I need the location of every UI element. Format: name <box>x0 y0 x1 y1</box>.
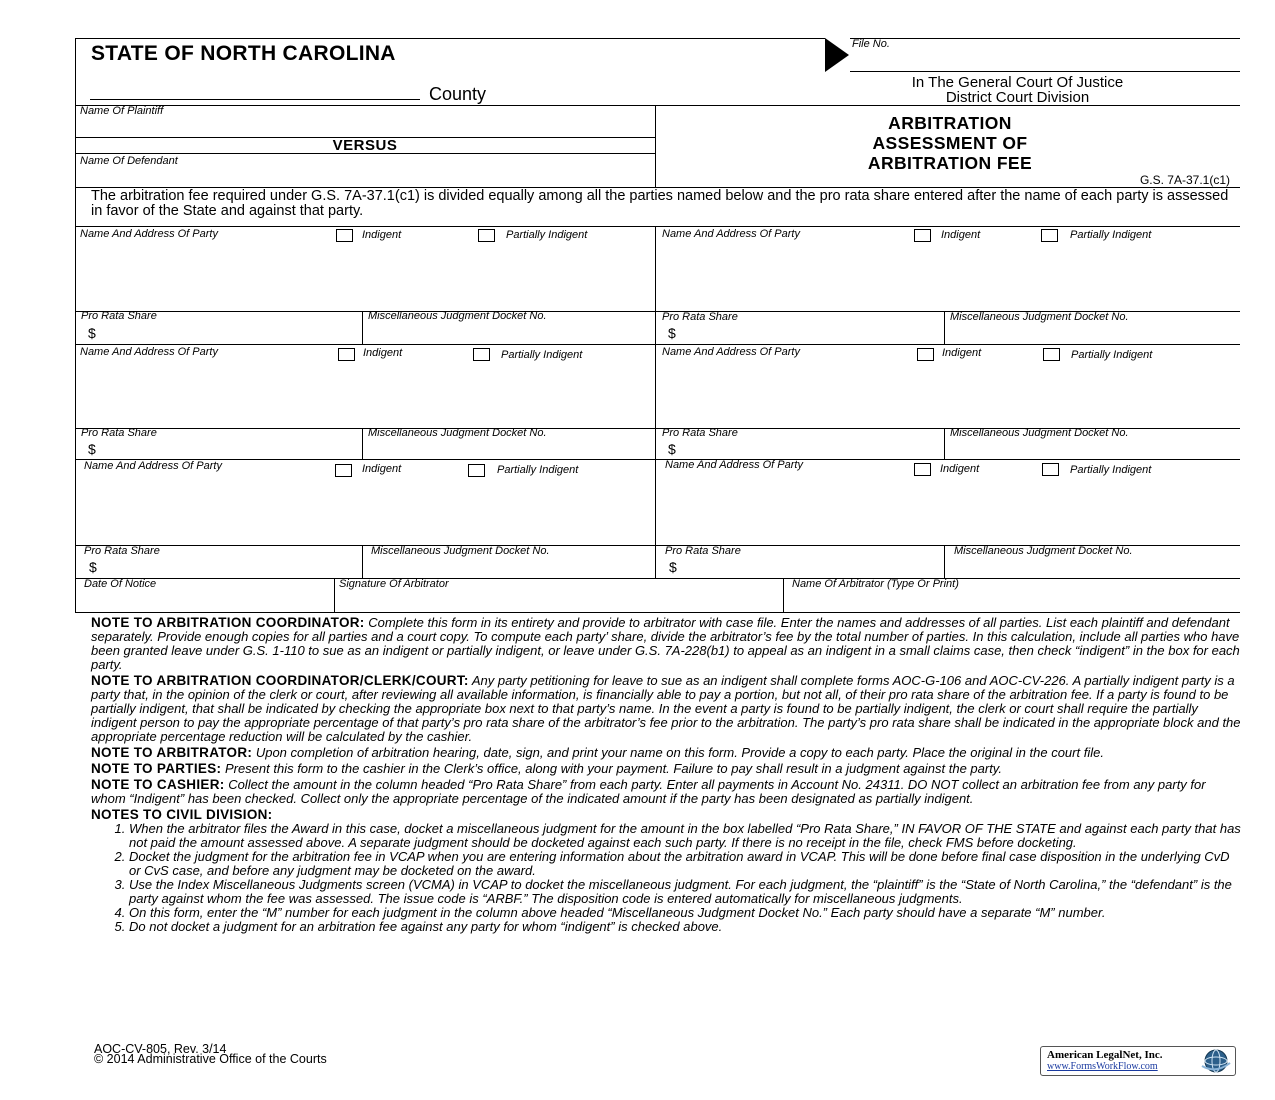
misc-docket-label: Miscellaneous Judgment Docket No. <box>371 545 550 557</box>
county-label: County <box>429 84 487 104</box>
dollar-sign: $ <box>668 325 676 341</box>
note-coordinator <box>91 616 1241 672</box>
partially-indigent-label: Partially Indigent <box>501 349 583 361</box>
partially-indigent-label: Partially Indigent <box>1071 349 1153 361</box>
note-heading: NOTE TO ARBITRATION COORDINATOR/CLERK/COURT: <box>91 673 469 688</box>
form-title-line-2: ASSESSMENT OF <box>872 133 1028 153</box>
arbitrator-name-field[interactable] <box>785 591 1239 611</box>
name-address-label: Name And Address Of Party <box>84 460 222 472</box>
note-heading: NOTES TO CIVIL DIVISION: <box>91 807 273 822</box>
civil-division-list <box>91 822 1241 934</box>
partially-indigent-label: Partially Indigent <box>1070 464 1152 476</box>
court-line-1: In The General Court Of Justice <box>911 74 1124 91</box>
date-of-notice-field[interactable] <box>76 591 333 611</box>
indigent-checkbox[interactable] <box>335 464 352 477</box>
partially-indigent-label: Partially Indigent <box>1070 229 1152 241</box>
civil-list-item: 4. On this form, enter the “M” number for each judgment in the column above headed “Miscellaneous Judgment Docket No.” Each party should have a separate “M” number. <box>129 906 1241 920</box>
form-title-line-1: ARBITRATION <box>888 113 1012 133</box>
note-text: Collect the amount in the column headed “Pro Rata Share” from each party. Enter all payments in Account No. 24311. DO NOT collect an arbitration fee from any party for whom “Indigent” has been checked. Collect only the appropriate percentage of the indicated amount if the party has been designated as partially indigent. <box>91 777 1206 806</box>
statute-ref: G.S. 7A-37.1(c1) <box>1139 173 1230 187</box>
file-no-field[interactable] <box>850 39 1240 72</box>
form-title-line-3: ARBITRATION FEE <box>867 153 1033 173</box>
indigent-checkbox[interactable] <box>914 229 931 242</box>
pro-rata-share-label: Pro Rata Share <box>84 545 160 557</box>
note-cashier <box>91 778 1241 806</box>
file-no-label: File No. <box>852 38 890 50</box>
note-heading: NOTE TO PARTIES: <box>91 761 222 776</box>
state-title: STATE OF NORTH CAROLINA <box>91 42 396 65</box>
form-title <box>800 113 1100 173</box>
partially-indigent-checkbox[interactable] <box>1042 463 1059 476</box>
civil-list-item: 1. When the arbitrator files the Award in this case, docket a miscellaneous judgment for the amount in the box labelled “Pro Rata Share,” IN FAVOR OF THE STATE and against each party that has not paid the amount assessed above. A separate judgment should be docketed against each such party. If there is no receipt in the file, check FMS before docketing. <box>129 822 1241 850</box>
name-address-field[interactable] <box>76 479 654 544</box>
note-text: Present this form to the cashier in the Clerk’s office, along with your payment. Failure to pay shall result in a judgment against the party. <box>224 761 1002 776</box>
misc-docket-field[interactable] <box>946 440 1239 458</box>
note-civil <box>91 808 1241 822</box>
legalnet-logo[interactable] <box>1040 1046 1236 1076</box>
partially-indigent-checkbox[interactable] <box>478 229 495 242</box>
note-text: Complete this form in its entirety and provide to arbitrator with case file. Enter the names and addresses of all parties. List each plaintiff and defendant separately. Provide enough copies for all parties and a court copy. To compute each party’ share, divide the arbitrator’s fee by the total number of parties. In this calculation, include all parties who have been granted leave under G.S. 1-110 to sue as an indigent or partially indigent, or leave under G.S. 7A-228(b1) to appeal as an indigent in a small claims case, then check “indigent” in the box for each party. <box>91 615 1240 672</box>
name-address-field[interactable] <box>657 244 1239 310</box>
logo-company: American LegalNet, Inc. <box>1047 1049 1163 1061</box>
indigent-checkbox[interactable] <box>338 348 355 361</box>
partially-indigent-label: Partially Indigent <box>497 464 579 476</box>
pro-rata-share-field[interactable] <box>100 323 360 343</box>
copyright: © 2014 Administrative Office of the Courts <box>94 1052 327 1066</box>
indigent-checkbox[interactable] <box>914 463 931 476</box>
note-heading: NOTE TO ARBITRATION COORDINATOR: <box>91 615 365 630</box>
defendant-field[interactable] <box>76 168 654 186</box>
signature-field[interactable] <box>336 591 782 611</box>
pro-rata-share-field[interactable] <box>680 558 942 577</box>
misc-docket-label: Miscellaneous Judgment Docket No. <box>368 427 547 439</box>
partially-indigent-label: Partially Indigent <box>506 229 588 241</box>
form-number: AOC-CV-805, Rev. 3/14 <box>94 1042 227 1056</box>
dollar-sign: $ <box>669 559 677 575</box>
name-address-label: Name And Address Of Party <box>665 459 803 471</box>
misc-docket-label: Miscellaneous Judgment Docket No. <box>950 427 1129 439</box>
indigent-label: Indigent <box>940 463 980 475</box>
note-heading: NOTE TO ARBITRATOR: <box>91 745 253 760</box>
name-address-field[interactable] <box>76 244 654 310</box>
indigent-label: Indigent <box>362 229 402 241</box>
name-address-field[interactable] <box>76 363 654 427</box>
misc-docket-field[interactable] <box>364 558 654 577</box>
note-clerk <box>91 674 1241 744</box>
dollar-sign: $ <box>88 441 96 457</box>
civil-list-item: 2. Docket the judgment for the arbitration fee in VCAP when you are entering information about the arbitration award in VCAP. This will be done before final case disposition in the underlying CvD or CvS case, and before any judgment may be docketed on the award. <box>129 850 1241 878</box>
versus-label: VERSUS <box>332 137 398 154</box>
note-parties <box>91 762 1241 776</box>
misc-docket-label: Miscellaneous Judgment Docket No. <box>950 311 1129 323</box>
file-no-arrow-icon <box>825 38 850 72</box>
partially-indigent-checkbox[interactable] <box>468 464 485 477</box>
indigent-checkbox[interactable] <box>917 348 934 361</box>
misc-docket-field[interactable] <box>364 323 654 343</box>
note-heading: NOTE TO CASHIER: <box>91 777 225 792</box>
court-line-2: District Court Division <box>945 89 1090 106</box>
signature-label: Signature Of Arbitrator <box>339 578 449 590</box>
globe-icon <box>1199 1048 1233 1074</box>
name-address-label: Name And Address Of Party <box>80 228 218 240</box>
dollar-sign: $ <box>88 325 96 341</box>
note-text: Upon completion of arbitration hearing, date, sign, and print your name on this form. Provide a copy to each party. Place the original in the court file. <box>255 745 1104 760</box>
indigent-label: Indigent <box>941 229 981 241</box>
name-address-label: Name And Address Of Party <box>662 346 800 358</box>
indigent-label: Indigent <box>942 347 982 359</box>
partially-indigent-checkbox[interactable] <box>473 348 490 361</box>
pro-rata-share-field[interactable] <box>100 440 360 458</box>
misc-docket-label: Miscellaneous Judgment Docket No. <box>954 545 1133 557</box>
name-address-field[interactable] <box>657 363 1239 427</box>
plaintiff-field[interactable] <box>76 118 654 137</box>
note-arbitrator <box>91 746 1241 760</box>
plaintiff-label: Name Of Plaintiff <box>80 105 164 117</box>
civil-list-item: 5. Do not docket a judgment for an arbitration fee against any party for whom “indigent” is checked above. <box>129 920 1241 934</box>
name-address-label: Name And Address Of Party <box>80 346 218 358</box>
indigent-label: Indigent <box>362 463 402 475</box>
intro-text: The arbitration fee required under G.S. 7A-37.1(c1) is divided equally among all the parties named below and the pro rata share entered after the name of each party is assessed in favor of the State and against that party. <box>91 188 1229 219</box>
defendant-label: Name Of Defendant <box>80 155 178 167</box>
pro-rata-share-label: Pro Rata Share <box>662 427 738 439</box>
note-text: Any party petitioning for leave to sue as an indigent shall complete forms AOC-G-106 and AOC-CV-226. A partially indigent party is a party that, in the opinion of the clerk or court, after reviewing all available information, is financially able to pay a portion, but not all, of their pro rata share of the arbitration fee. If a party is found to be partially indigent, that shall be indicated by checking the appropriate box next to that party’s name. In the event a party is found to be partially indigent, the clerk or court shall require the partially indigent person to pay the appropriate percentage of that party’s pro rata share of the arbitrator’s fee prior to the arbitration. The party’s pro rata share shall be indicated in the appropriate block and the appropriate percentage reduction will be calculated by the cashier. <box>91 673 1241 744</box>
pro-rata-share-label: Pro Rata Share <box>662 311 738 323</box>
pro-rata-share-label: Pro Rata Share <box>665 545 741 557</box>
indigent-checkbox[interactable] <box>336 229 353 242</box>
misc-docket-field[interactable] <box>946 558 1239 577</box>
pro-rata-share-field[interactable] <box>680 440 942 458</box>
name-address-field[interactable] <box>657 479 1239 544</box>
name-address-label: Name And Address Of Party <box>662 228 800 240</box>
pro-rata-share-label: Pro Rata Share <box>81 427 157 439</box>
pro-rata-share-field[interactable] <box>680 323 942 343</box>
indigent-label: Indigent <box>363 347 403 359</box>
partially-indigent-checkbox[interactable] <box>1043 348 1060 361</box>
pro-rata-share-field[interactable] <box>100 558 360 577</box>
date-of-notice-label: Date Of Notice <box>84 578 157 590</box>
county-field[interactable] <box>90 99 420 100</box>
dollar-sign: $ <box>89 559 97 575</box>
logo-url: www.FormsWorkFlow.com <box>1047 1061 1158 1072</box>
arbitrator-name-label: Name Of Arbitrator (Type Or Print) <box>792 578 959 590</box>
instructions-notes <box>91 616 1241 934</box>
dollar-sign: $ <box>668 441 676 457</box>
misc-docket-field[interactable] <box>364 440 654 458</box>
misc-docket-label: Miscellaneous Judgment Docket No. <box>368 310 547 322</box>
misc-docket-field[interactable] <box>946 323 1239 343</box>
partially-indigent-checkbox[interactable] <box>1041 229 1058 242</box>
civil-list-item: 3. Use the Index Miscellaneous Judgments screen (VCMA) in VCAP to docket the miscellaneous judgment. For each judgment, the “plaintiff” is the “State of North Carolina,” the “defendant” is the party against whom the fee was assessed. The issue code is “ARBF.” The disposition code is entered automatically for miscellaneous judgments. <box>129 878 1241 906</box>
pro-rata-share-label: Pro Rata Share <box>81 310 157 322</box>
